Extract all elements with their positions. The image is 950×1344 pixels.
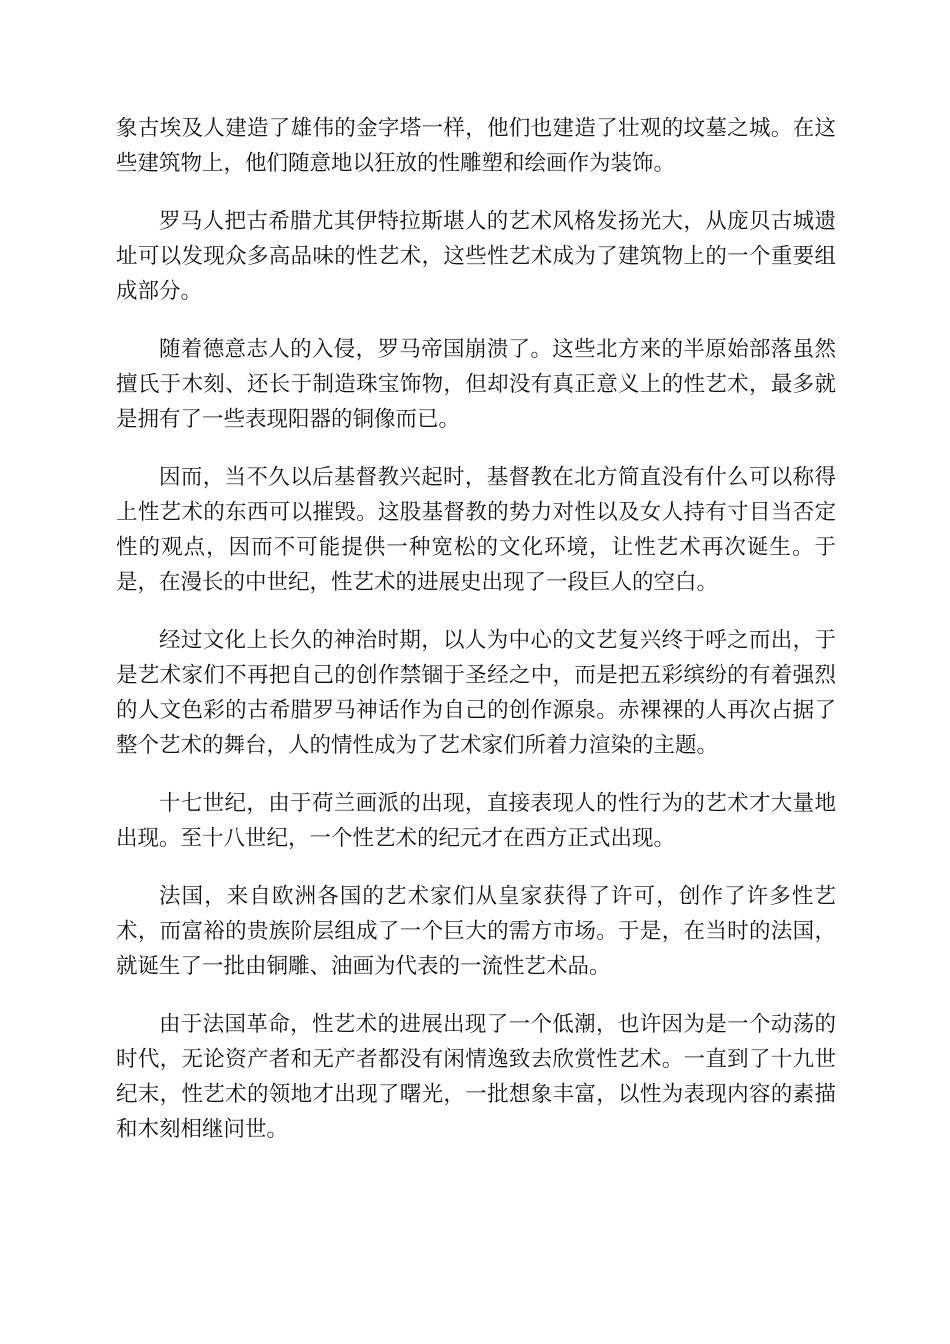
paragraph-4: 因而，当不久以后基督教兴起时，基督教在北方简直没有什么可以称得上性艺术的东西可以摧毁。这股基督教的势力对性以及女人持有寸目当否定性的观点，因而不可能提供一种宽松的文化环境，让性艺术再次诞生。于是，在漫长的中世纪，性艺术的进展史出现了一段巨人的空白。 [116, 465, 836, 595]
document-body [116, 111, 836, 1170]
paragraph-8: 由于法国革命，性艺术的进展出现了一个低潮，也许因为是一个动荡的时代，无论资产者和无产者都没有闲情逸致去欣赏性艺术。一直到了十九世纪末，性艺术的领地才出现了曙光，一批想象丰富，以性为表现内容的素描和木刻相继问世。 [116, 1012, 836, 1142]
paragraph-6: 十七世纪，由于荷兰画派的出现，直接表现人的性行为的艺术才大量地出现。至十八世纪，一个性艺术的纪元才在西方正式出现。 [116, 791, 836, 851]
paragraph-3: 随着德意志人的入侵，罗马帝国崩溃了。这些北方来的半原始部落虽然擅氏于木刻、还长于制造珠宝饰物，但却没有真正意义上的性艺术，最多就是拥有了一些表现阳器的铜像而已。 [116, 337, 836, 432]
paragraph-7: 法国，来自欧洲各国的艺术家们从皇家获得了许可，创作了许多性艺术，而富裕的贵族阶层组成了一个巨大的需方市场。于是，在当时的法国，就诞生了一批由铜雕、油画为代表的一流性艺术品。 [116, 884, 836, 979]
paragraph-5: 经过文化上长久的神治时期，以人为中心的文艺复兴终于呼之而出，于是艺术家们不再把自己的创作禁锢于圣经之中，而是把五彩缤纷的有着强烈的人文色彩的古希腊罗马神话作为自己的创作源泉。赤裸裸的人再次占据了整个艺术的舞台，人的情性成为了艺术家们所着力渲染的主题。 [116, 628, 836, 758]
paragraph-2: 罗马人把古希腊尤其伊特拉斯堪人的艺术风格发扬光大，从庞贝古城遗址可以发现众多高品味的性艺术，这些性艺术成为了建筑物上的一个重要组成部分。 [116, 209, 836, 304]
paragraph-1: 象古埃及人建造了雄伟的金字塔一样，他们也建造了壮观的坟墓之城。在这些建筑物上，他们随意地以狂放的性雕塑和绘画作为装饰。 [116, 116, 836, 176]
